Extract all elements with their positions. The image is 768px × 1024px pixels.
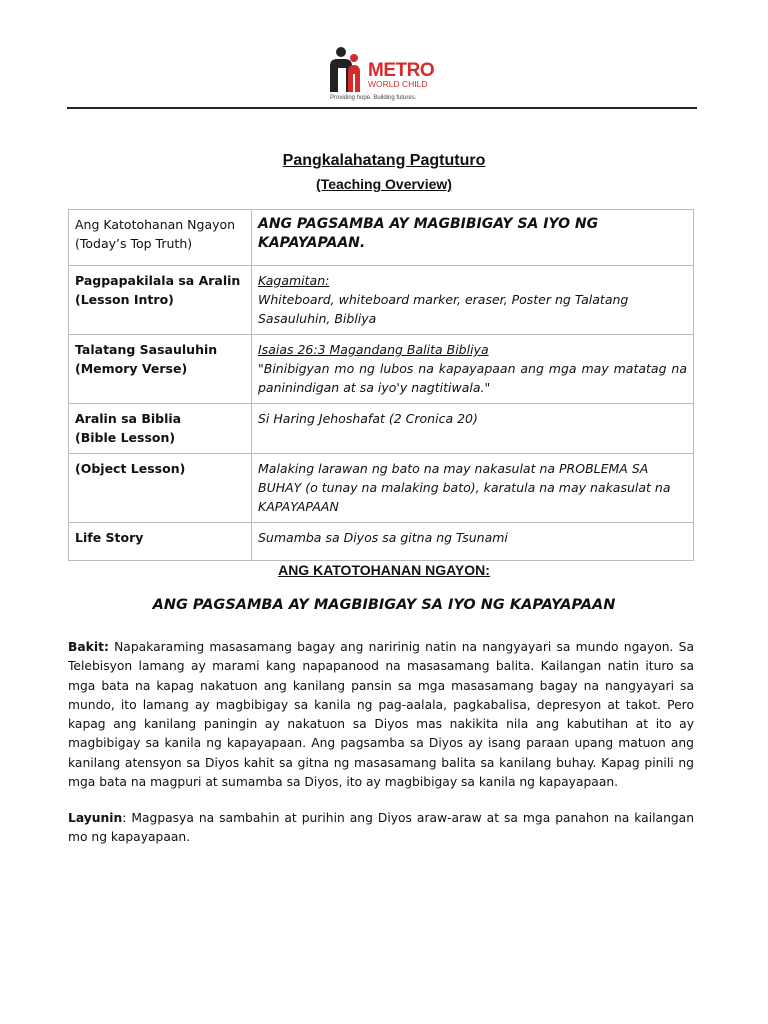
page-title: Pangkalahatang Pagtuturo (282, 152, 486, 169)
top-truth-value: ANG PAGSAMBA AY MAGBIBIGAY SA IYO NG KAPAYAPAAN. (252, 210, 694, 266)
label-line: (Lesson Intro) (75, 292, 174, 307)
bakit-text: Napakaraming masasamang bagay ang naririnig natin na nangyayari sa mundo ngayon. Sa Telebisyon lamang ay marami kang napapanood na masasamang balita. Kailangan natin ituro sa mga bata na kapag nakatuon ang kanilang pansin sa mga masasamang bagay na nangyayari sa mundo, ito lamang ay magbibigay sa kanila ng pag-aalala, pagkabalisa, depresyon at takot. Pero kapag ang kanilang paningin ay nakatuon sa Diyos mas nakikita nila ang kabutihan at ito ay magbibigay sa kanila ng kapayapaan. Ang pagsamba sa Diyos ay isang paraan upang matuon ang kanilang atensyon sa Diyos kahit sa gitna ng masasamang balita sa kanilang buhay. Kapag pinili ng mga bata na magpuri at sumamba sa Diyos, ito ay magbibigay sa kanila ng kapayapaan. (68, 640, 694, 790)
row-label (69, 266, 252, 335)
label-line: (Object Lesson) (75, 461, 186, 476)
table-row-top-truth (69, 210, 694, 266)
table-row-memory-verse (69, 335, 694, 404)
row-label (69, 404, 252, 454)
label-line: Aralin sa Biblia (75, 411, 182, 426)
row-label (69, 454, 252, 523)
table-row-object-lesson (69, 454, 694, 523)
logo-sub-text: WORLD CHILD (368, 79, 428, 89)
object-lesson-value: Malaking larawan ng bato na may nakasulat na PROBLEMA SA BUHAY (o tunay na malaking bato), karatula na may nakasulat na KAPAYAPAAN (252, 454, 694, 523)
page-subtitle: (Teaching Overview) (316, 176, 452, 192)
verse-reference: Isaias 26:3 Magandang Balita Bibliya (258, 342, 489, 357)
label-line: Talatang Sasauluhin (75, 342, 218, 357)
label-line: Pagpapakilala sa Aralin (75, 273, 241, 288)
section-heading: ANG KATOTOHANAN NGAYON: (278, 562, 490, 578)
metro-figures-icon (328, 46, 368, 94)
layunin-text: : Magpasya na sambahin at purihin ang Diyos araw-araw at sa mga panahon na kailangan mo ng kapayapaan. (68, 811, 694, 845)
logo-tagline: Providing hope. Building futures. (330, 95, 417, 101)
label-line: (Memory Verse) (75, 361, 188, 376)
teaching-overview-table (68, 209, 694, 561)
table-row-life-story (69, 523, 694, 561)
metro-world-child-logo (328, 44, 438, 104)
bakit-label: Bakit: (68, 640, 109, 654)
layunin-paragraph (68, 809, 694, 848)
table-row-lesson-intro (69, 266, 694, 335)
label-line: (Today’s Top Truth) (75, 236, 193, 251)
materials-heading: Kagamitan: (258, 273, 330, 288)
label-line: Ang Katotohanan Ngayon (75, 217, 236, 232)
lesson-intro-cell (252, 266, 694, 335)
row-label (69, 523, 252, 561)
row-label (69, 335, 252, 404)
memory-verse-cell (252, 335, 694, 404)
materials-list: Whiteboard, whiteboard marker, eraser, Poster ng Talatang Sasauluhin, Bibliya (258, 292, 629, 326)
header-divider (67, 107, 697, 109)
logo-brand-text: METRO (368, 60, 435, 81)
row-label (69, 210, 252, 266)
table-row-bible-lesson (69, 404, 694, 454)
bakit-paragraph (68, 638, 694, 792)
layunin-label: Layunin (68, 811, 123, 825)
label-line: (Bible Lesson) (75, 430, 176, 445)
life-story-value: Sumamba sa Diyos sa gitna ng Tsunami (252, 523, 694, 561)
section-truth: ANG PAGSAMBA AY MAGBIBIGAY SA IYO NG KAPAYAPAAN (152, 597, 616, 613)
bible-lesson-value: Si Haring Jehoshafat (2 Cronica 20) (252, 404, 694, 454)
verse-text: "Binibigyan mo ng lubos na kapayapaan ang mga may matatag na paninindigan at sa iyo'y nagtitiwala." (258, 361, 687, 395)
label-line: Life Story (75, 530, 144, 545)
